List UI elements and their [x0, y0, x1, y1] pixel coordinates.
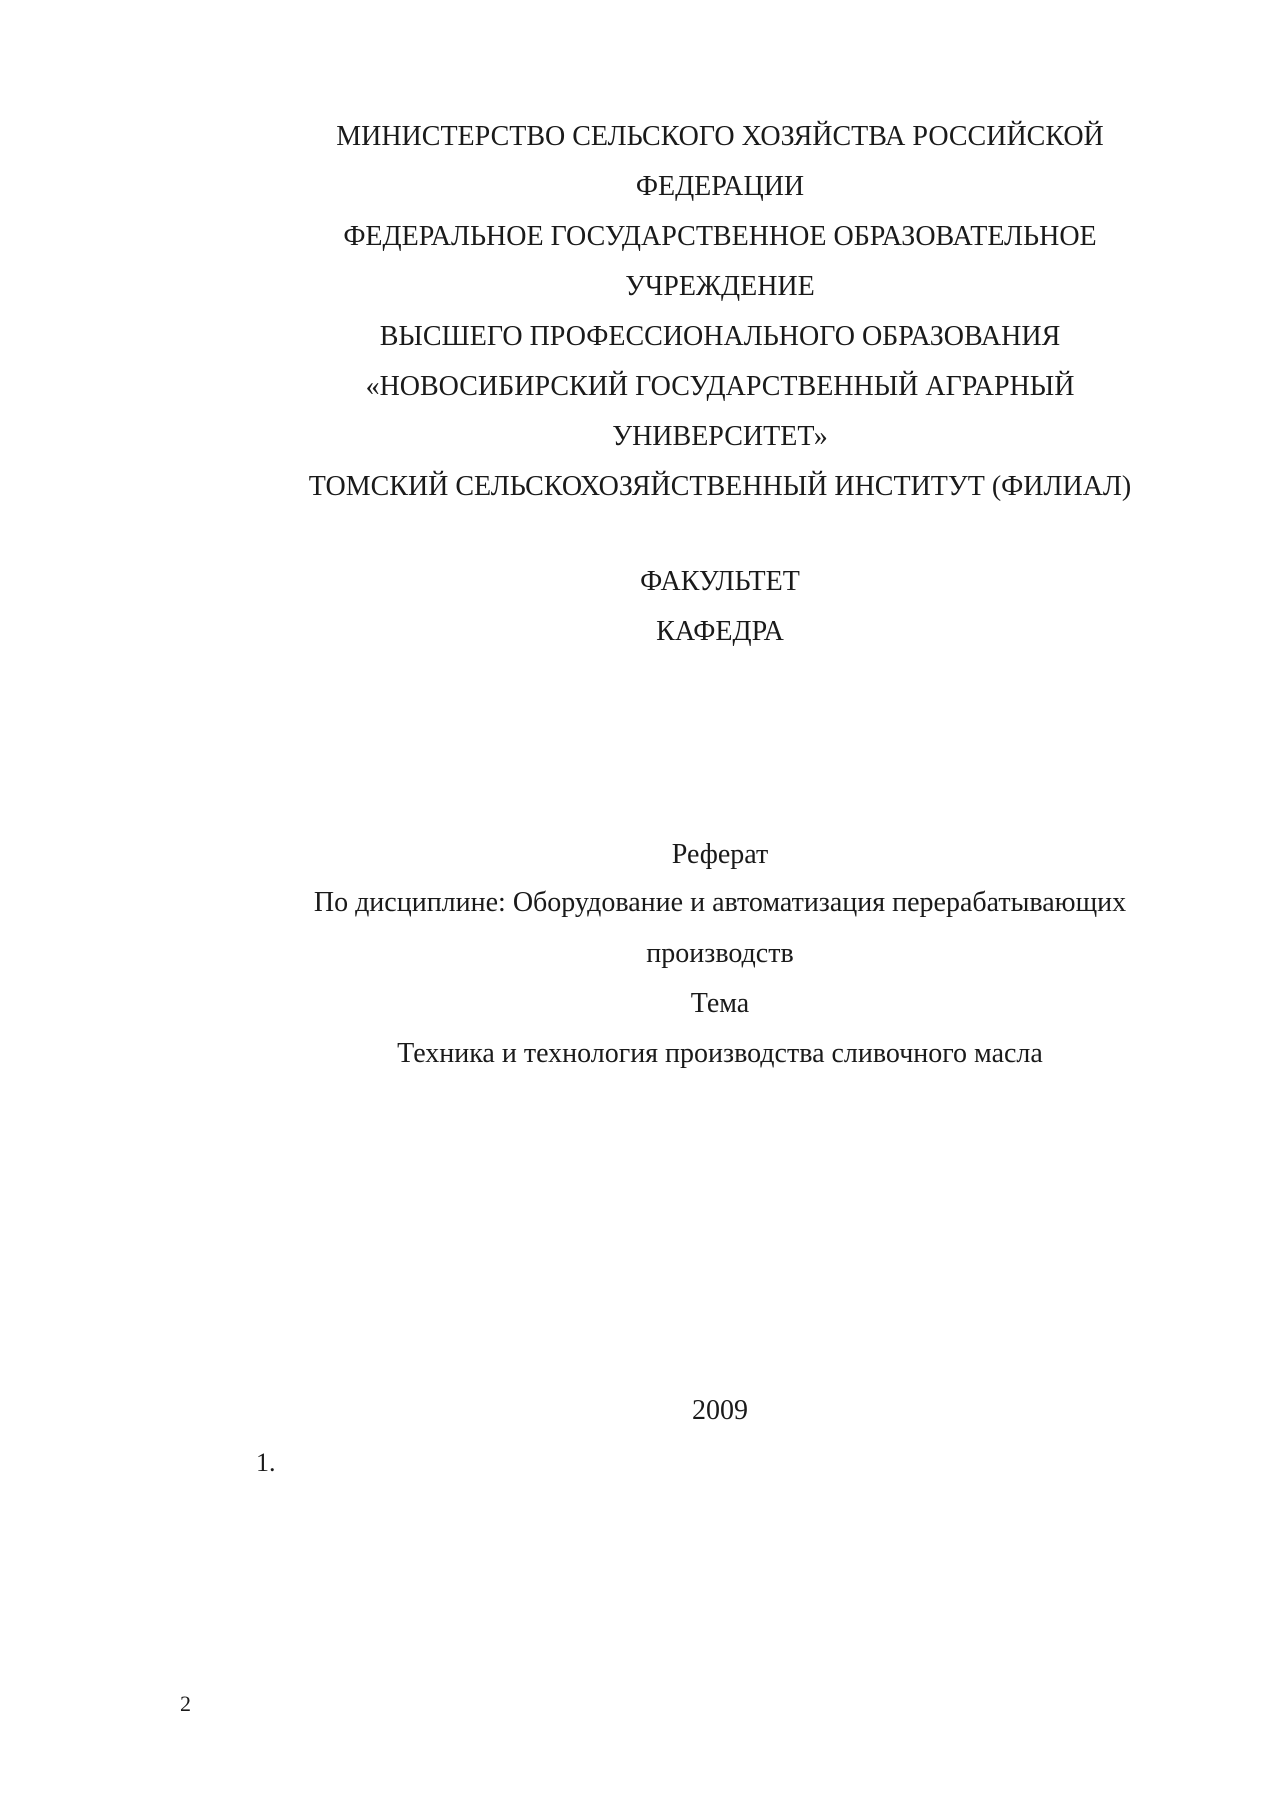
header-institution-line-2: УЧРЕЖДЕНИЕ [625, 271, 815, 302]
page-number: 2 [180, 1691, 191, 1716]
header-university-line-2: УНИВЕРСИТЕТ» [612, 421, 828, 452]
faculty-label: ФАКУЛЬТЕТ [640, 566, 800, 597]
header-ministry-line-1: МИНИСТЕРСТВО СЕЛЬСКОГО ХОЗЯЙСТВА РОССИЙСКОЙ [336, 121, 1104, 152]
discipline-line-1: По дисциплине: Оборудование и автоматизация перерабатывающих [313, 887, 1127, 918]
year: 2009 [692, 1395, 748, 1426]
header-branch-line: ТОМСКИЙ СЕЛЬСКОХОЗЯЙСТВЕННЫЙ ИНСТИТУТ (ФИЛИАЛ) [308, 471, 1132, 502]
work-type: Реферат [671, 839, 769, 870]
department-label: КАФЕДРА [656, 616, 784, 647]
header-university-line-1: «НОВОСИБИРСКИЙ ГОСУДАРСТВЕННЫЙ АГРАРНЫЙ [365, 371, 1075, 402]
theme-title: Техника и технология производства сливочного масла [397, 1038, 1043, 1069]
list-marker: 1. [256, 1448, 276, 1477]
theme-label: Тема [690, 988, 750, 1019]
discipline-line-2: производств [646, 938, 794, 969]
header-institution-line-1: ФЕДЕРАЛЬНОЕ ГОСУДАРСТВЕННОЕ ОБРАЗОВАТЕЛЬНОЕ [343, 221, 1097, 252]
header-education-line: ВЫСШЕГО ПРОФЕССИОНАЛЬНОГО ОБРАЗОВАНИЯ [379, 321, 1061, 352]
header-ministry-line-2: ФЕДЕРАЦИИ [635, 171, 805, 202]
